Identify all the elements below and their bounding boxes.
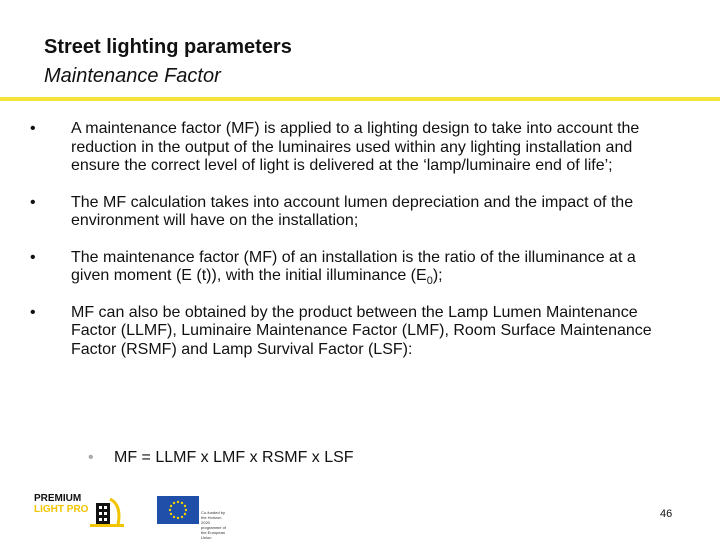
- building-icon: [90, 495, 124, 527]
- bullet-text: A maintenance factor (MF) is applied to a lighting design to take into account the reduction in the output of the luminaires used within any lighting installation and ensure the correct level of light is delivered at the ‘lamp/luminaire end of life’;: [71, 120, 640, 174]
- logo-text-top: PREMIUM: [34, 493, 82, 504]
- bullet-item: [30, 249, 670, 286]
- bullet-marker: •: [30, 303, 36, 321]
- formula-text: MF = LLMF x LMF x RSMF x LSF: [114, 449, 354, 466]
- premium-light-pro-logo: [34, 493, 126, 529]
- bullet-marker: •: [30, 120, 36, 137]
- bullet-text: [71, 249, 670, 286]
- bullet-list: [30, 120, 670, 377]
- sub-bullet-marker: •: [88, 449, 94, 466]
- logo-text-bottom: LIGHT PRO: [34, 504, 89, 515]
- bullet-item: [30, 194, 670, 231]
- bullet-marker: •: [30, 193, 36, 211]
- bullet-text: The MF calculation takes into account lumen depreciation and the impact of the environment will have on the installation;: [71, 193, 634, 229]
- formula-item: [88, 448, 354, 468]
- page-number: 46: [660, 508, 673, 520]
- bullet-text: MF can also be obtained by the product between the Lamp Lumen Maintenance Factor (LLMF), Luminaire Maintenance Factor (LMF), Room Surface Maintenance Factor (RSMF) and Lamp Survival Factor (LSF):: [71, 303, 652, 358]
- eu-flag-icon: [157, 496, 199, 524]
- slide-title: Street lighting parameters: [44, 36, 292, 58]
- bullet-text-main: The maintenance factor (MF) of an installation is the ratio of the illuminance at a given moment (E (t)), with the initial illuminance (E: [71, 248, 636, 284]
- bullet-item: [30, 120, 670, 176]
- eu-funding-logo: [157, 496, 231, 540]
- slide-subtitle: Maintenance Factor: [44, 65, 221, 87]
- bullet-item: [30, 304, 670, 360]
- bullet-subscript: 0: [426, 275, 433, 288]
- eu-caption: Co-funded by the Horizon 2020 programme of the European Union: [201, 510, 226, 540]
- bullet-text-end: );: [432, 267, 443, 284]
- bullet-marker: •: [30, 248, 36, 266]
- header-divider: [0, 97, 720, 101]
